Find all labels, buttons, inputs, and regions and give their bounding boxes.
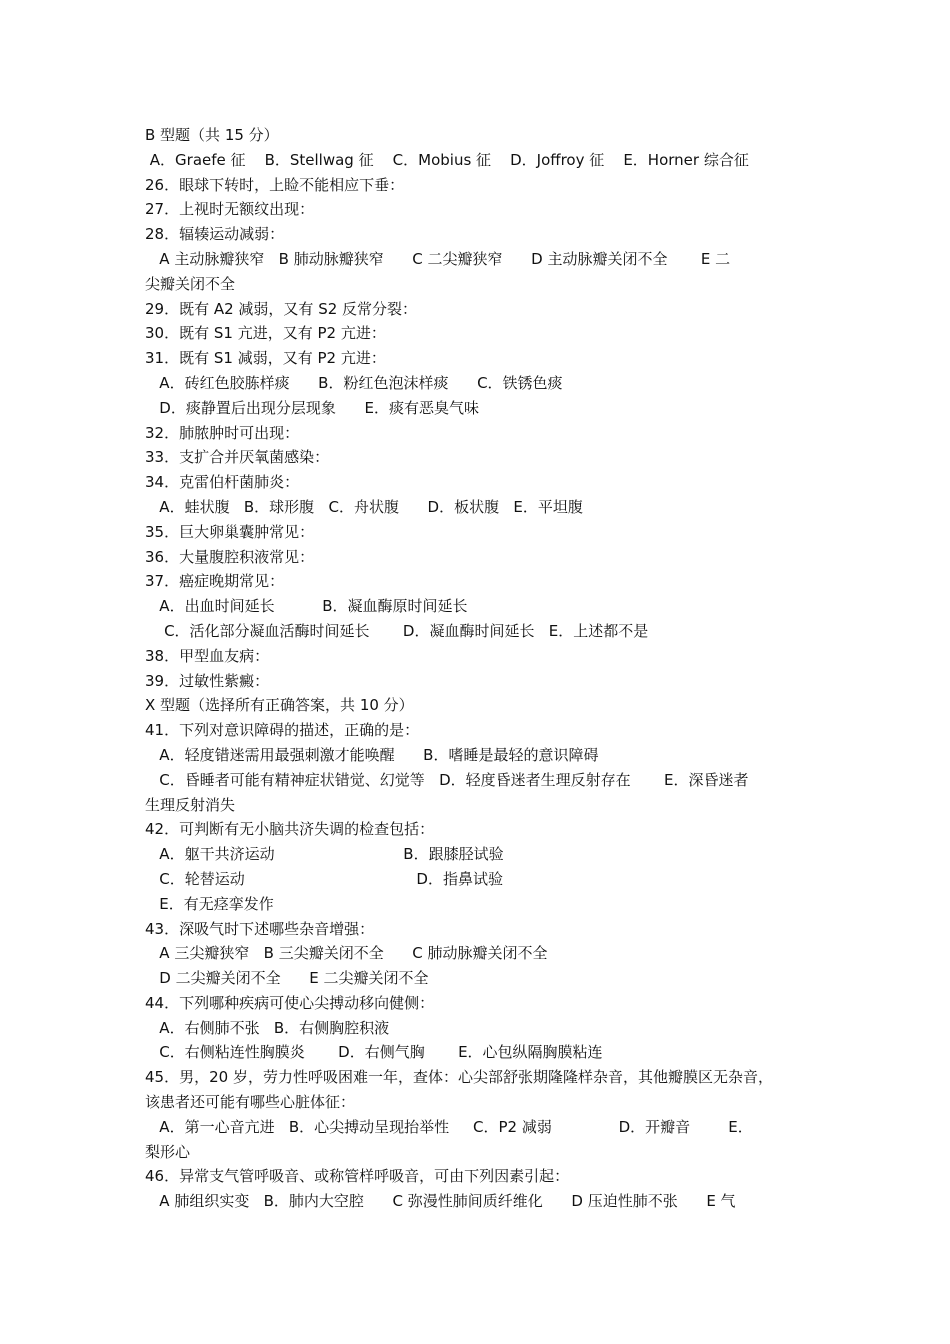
text-line: D．痰静置后出现分层现象 E．痰有恶臭气味 <box>145 398 479 417</box>
text-line: A．蛙状腹 B．球形腹 C．舟状腹 D．板状腹 E．平坦腹 <box>145 497 583 516</box>
text-line: C．右侧粘连性胸膜炎 D．右侧气胸 E．心包纵隔胸膜粘连 <box>145 1043 603 1062</box>
text-line: 39．过敏性紫癜： <box>145 671 270 690</box>
text-line: 45．男，20 岁，劳力性呼吸困难一年，查体：心尖部舒张期隆隆样杂音，其他瓣膜区无杂音， <box>145 1068 773 1087</box>
text-line: D 二尖瓣关闭不全 E 二尖瓣关闭不全 <box>145 969 429 988</box>
text-line: 33．支扩合并厌氧菌感染： <box>145 448 330 467</box>
text-line: A．轻度错迷需用最强刺激才能唤醒 B．嗜睡是最轻的意识障碍 <box>145 745 599 764</box>
text-line: A 主动脉瓣狭窄 B 肺动脉瓣狭窄 C 二尖瓣狭窄 D 主动脉瓣关闭不全 E 二 <box>145 249 731 268</box>
text-line: 生理反射消失 <box>145 795 236 814</box>
text-line: A．Graefe 征 B．Stellwag 征 C．Mobius 征 D．Joffroy 征 E．Horner 综合征 <box>145 150 749 169</box>
text-line: 43．深吸气时下述哪些杂音增强： <box>145 919 375 938</box>
text-line: 该患者还可能有哪些心脏体征： <box>145 1093 356 1112</box>
text-line: 36．大量腹腔积液常见： <box>145 547 315 566</box>
text-line: A．右侧肺不张 B．右侧胸腔积液 <box>145 1018 390 1037</box>
text-line: A．第一心音亢进 B．心尖搏动呈现抬举性 C．P2 减弱 D．开瓣音 E． <box>145 1117 753 1136</box>
document-body <box>145 123 810 1214</box>
text-line: 26．眼球下转时，上睑不能相应下垂： <box>145 175 405 194</box>
text-line: 37．癌症晚期常见： <box>145 572 285 591</box>
text-line: B 型题（共 15 分） <box>145 126 279 144</box>
text-line: 41．下列对意识障碍的描述，正确的是： <box>145 721 420 740</box>
text-line: A 三尖瓣狭窄 B 三尖瓣关闭不全 C 肺动脉瓣关闭不全 <box>145 944 548 963</box>
text-line: 34．克雷伯杆菌肺炎： <box>145 473 300 492</box>
text-line: 30．既有 S1 亢进，又有 P2 亢进： <box>145 324 386 343</box>
text-line: 44．下列哪种疾病可使心尖搏动移向健侧： <box>145 993 435 1012</box>
text-line: 42．可判断有无小脑共济失调的检查包括： <box>145 820 435 839</box>
text-line: 梨形心 <box>145 1142 191 1161</box>
text-line: 27．上视时无额纹出现： <box>145 200 315 219</box>
text-line: C．昏睡者可能有精神症状错觉、幻觉等 D．轻度昏迷者生理反射存在 E．深昏迷者 <box>145 770 749 789</box>
text-line: 28．辐辏运动减弱： <box>145 225 285 244</box>
text-line: 35．巨大卵巢囊肿常见： <box>145 522 315 541</box>
text-line: C．活化部分凝血活酶时间延长 D．凝血酶时间延长 E．上述都不是 <box>145 621 649 640</box>
text-line: 尖瓣关闭不全 <box>145 274 236 293</box>
text-line: A．出血时间延长 B．凝血酶原时间延长 <box>145 597 468 616</box>
text-line: 32．肺脓肿时可出现： <box>145 423 300 442</box>
text-line: A．躯干共济运动 B．跟膝胫试验 <box>145 845 504 864</box>
text-line: E．有无痉挛发作 <box>145 894 274 913</box>
text-line: A．砖红色胶胨样痰 B．粉红色泡沫样痰 C．铁锈色痰 <box>145 373 563 392</box>
text-line: 46．异常支气管呼吸音、或称管样呼吸音，可由下列因素引起： <box>145 1167 570 1186</box>
text-line: X 型题（选择所有正确答案，共 10 分） <box>145 696 414 715</box>
text-line: 38．甲型血友病： <box>145 646 270 665</box>
text-line: A 肺组织实变 B．肺内大空腔 C 弥漫性肺间质纤维化 D 压迫性肺不张 E 气 <box>145 1192 736 1211</box>
text-line: 29．既有 A2 减弱，又有 S2 反常分裂： <box>145 299 418 318</box>
text-line: 31．既有 S1 减弱，又有 P2 亢进： <box>145 349 386 368</box>
text-line: C．轮替运动 D．指鼻试验 <box>145 869 503 888</box>
